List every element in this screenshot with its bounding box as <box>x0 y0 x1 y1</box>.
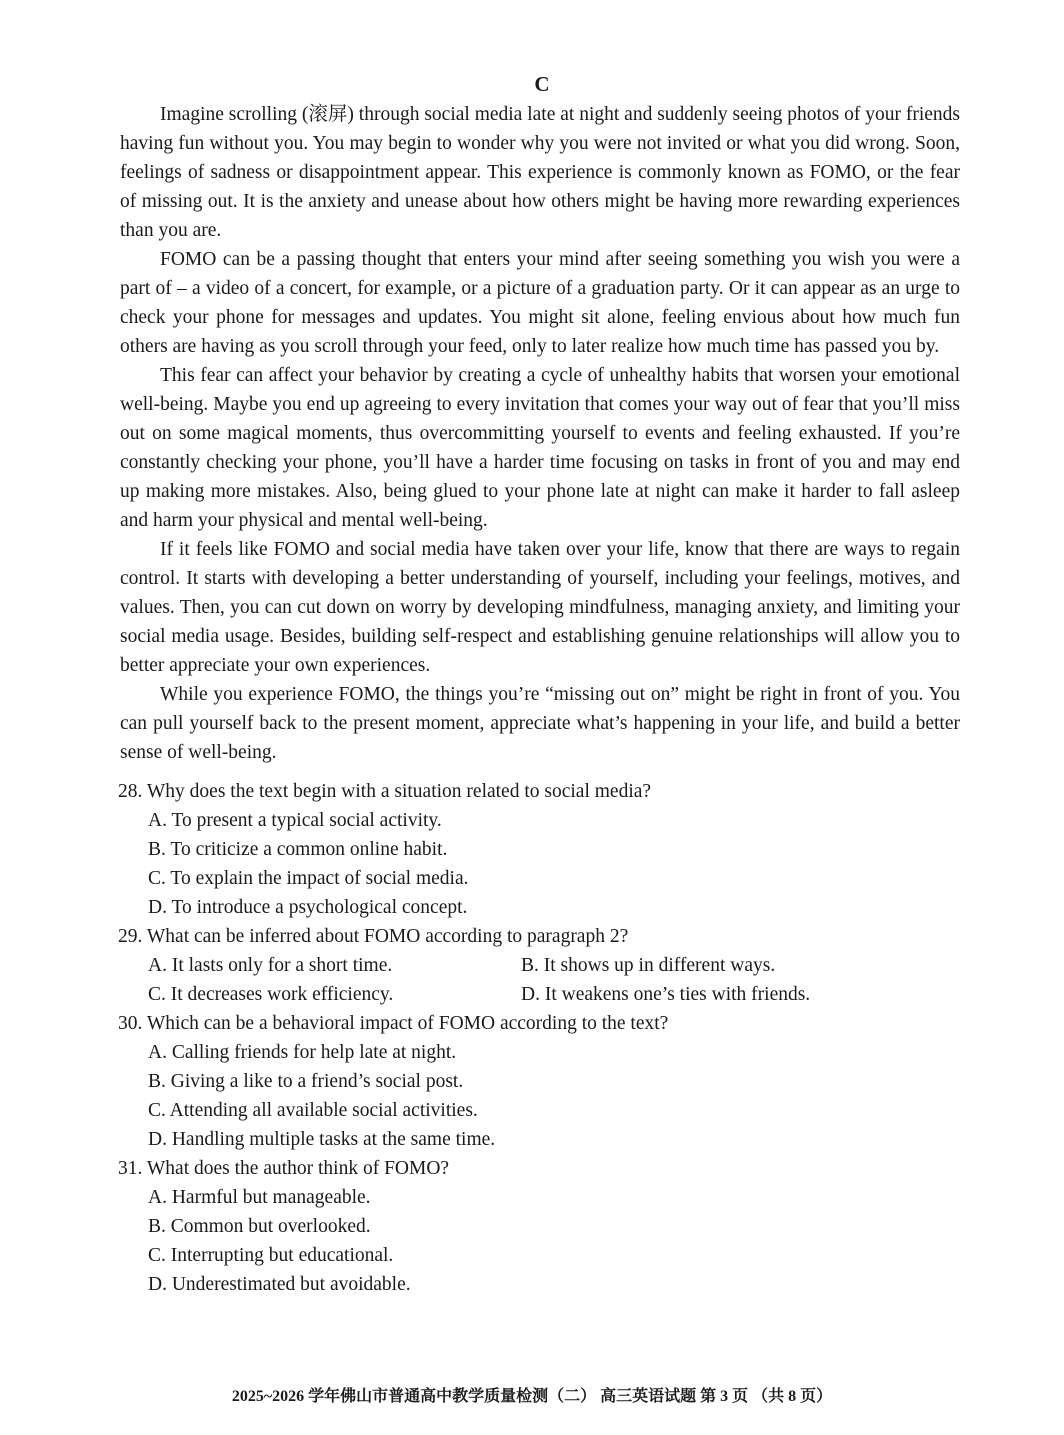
option-a: A. Harmful but manageable. <box>148 1187 371 1208</box>
question-28 <box>118 777 960 922</box>
option-b: B. It shows up in different ways. <box>521 955 776 976</box>
option-c: C. Interrupting but educational. <box>148 1245 394 1266</box>
answer-options <box>118 1038 960 1154</box>
option-d: D. To introduce a psychological concept. <box>148 897 468 918</box>
option-d: D. It weakens one’s ties with friends. <box>521 984 811 1005</box>
option-a: A. Calling friends for help late at night. <box>148 1042 457 1063</box>
question-stem: 29. What can be inferred about FOMO according to paragraph 2? <box>118 926 629 947</box>
option-a: A. To present a typical social activity. <box>148 810 442 831</box>
option-b: B. To criticize a common online habit. <box>148 839 448 860</box>
option-d: D. Handling multiple tasks at the same time. <box>148 1129 496 1150</box>
reading-passage <box>120 100 960 767</box>
page-footer: 2025~2026 学年佛山市普通高中教学质量检测（二） 高三英语试题 第 3 页 （共 8 页） <box>231 1388 833 1405</box>
passage-paragraph: This fear can affect your behavior by creating a cycle of unhealthy habits that worsen your emotional well-being. Maybe you end up agreeing to every invitation that comes your way out of fear that you’ll miss out on some magical moments, thus overcommitting yourself to events and feeling exhausted. If you’re constantly checking your phone, you’ll have a harder time focusing on tasks in front of you and may end up making more mistakes. Also, being glued to your phone late at night can make it harder to fall asleep and harm your physical and mental well-being. <box>120 365 960 531</box>
answer-options <box>118 806 960 922</box>
question-stem: 28. Why does the text begin with a situation related to social media? <box>118 781 652 802</box>
passage-paragraph: If it feels like FOMO and social media have taken over your life, know that there are ways to regain control. It starts with developing a better understanding of yourself, including your feelings, motives, and values. Then, you can cut down on worry by developing mindfulness, managing anxiety, and limiting your social media usage. Besides, building self-respect and establishing genuine relationships will allow you to better appreciate your own experiences. <box>120 539 960 676</box>
passage-paragraph: While you experience FOMO, the things you’re “missing out on” might be right in front of you. You can pull yourself back to the present moment, appreciate what’s happening in your life, and build a better sense of well-being. <box>120 684 960 763</box>
question-list <box>118 777 960 1299</box>
question-31 <box>118 1154 960 1299</box>
option-b: B. Common but overlooked. <box>148 1216 371 1237</box>
option-c: C. Attending all available social activities. <box>148 1100 478 1121</box>
answer-options <box>118 951 960 1009</box>
question-29 <box>118 922 960 1009</box>
option-b: B. Giving a like to a friend’s social post. <box>148 1071 464 1092</box>
question-stem: 31. What does the author think of FOMO? <box>118 1158 450 1179</box>
passage-paragraph: Imagine scrolling (滚屏) through social media late at night and suddenly seeing photos of your friends having fun without you. You may begin to wonder why you were not invited or what you did wrong. Soon, feelings of sadness or disappointment appear. This experience is commonly known as FOMO, or the fear of missing out. It is the anxiety and unease about how others might be having more rewarding experiences than you are. <box>120 104 960 241</box>
question-stem: 30. Which can be a behavioral impact of FOMO according to the text? <box>118 1013 669 1034</box>
option-a: A. It lasts only for a short time. <box>148 955 393 976</box>
option-c: C. To explain the impact of social media. <box>148 868 469 889</box>
passage-paragraph: FOMO can be a passing thought that enters your mind after seeing something you wish you were a part of – a video of a concert, for example, or a picture of a graduation party. Or it can appear as an urge to check your phone for messages and updates. You might sit alone, feeling envious about how much fun others are having as you scroll through your feed, only to later realize how much time has passed you by. <box>120 249 960 357</box>
answer-options <box>118 1183 960 1299</box>
option-d: D. Underestimated but avoidable. <box>148 1274 411 1295</box>
question-30 <box>118 1009 960 1154</box>
section-heading: C <box>534 72 550 96</box>
option-c: C. It decreases work efficiency. <box>148 984 394 1005</box>
